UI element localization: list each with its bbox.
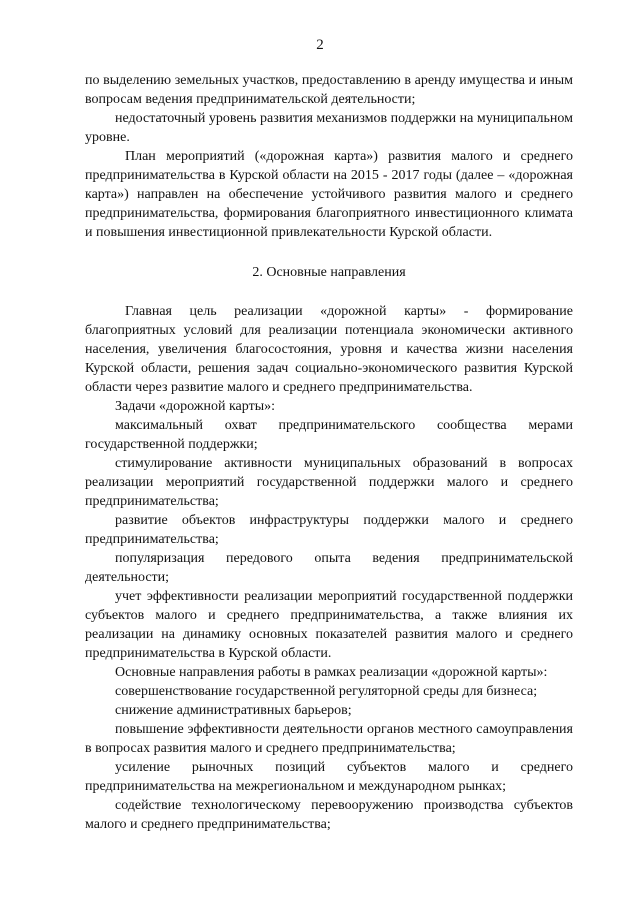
paragraph-main-goal: Главная цель реализации «дорожной карты» - формирование благоприятных условий для реализации потенциала экономически активного населения, увеличения благосостояния, уровня и качества жизни населения Курской области, решения задач социально-экономического развития Курской области через развитие малого и среднего предпринимательства. [85, 304, 573, 395]
list-item-task: стимулирование активности муниципальных образований в вопросах реализации мероприятий государственной поддержки малого и среднего предпринимательства; [85, 456, 573, 509]
section-heading: 2. Основные направления [252, 265, 406, 280]
list-item-task: развитие объектов инфраструктуры поддержки малого и среднего предпринимательства; [85, 513, 573, 547]
list-item-direction: снижение административных барьеров; [115, 703, 352, 718]
list-item-direction: совершенствование государственной регуляторной среды для бизнеса; [115, 684, 538, 699]
paragraph-roadmap-plan: План мероприятий («дорожная карта») развития малого и среднего предпринимательства в Курской области на 2015 - 2017 годы (далее – «дорожная карта») направлен на обеспечение устойчивого развития малого и среднего предпринимательства, формирования благоприятного инвестиционного климата и повышения инвестиционной привлекательности Курской области. [85, 149, 573, 240]
list-item-task: максимальный охват предпринимательского сообщества мерами государственной поддержки; [85, 418, 573, 452]
list-item-task: популяризация передового опыта ведения предпринимательской деятельности; [85, 551, 573, 585]
list-item-direction: повышение эффективности деятельности органов местного самоуправления в вопросах развития малого и среднего предпринимательства; [85, 722, 573, 756]
list-item-direction: усиление рыночных позиций субъектов малого и среднего предпринимательства на межрегиональном и международном рынках; [85, 760, 573, 794]
paragraph-continuation: по выделению земельных участков, предоставлению в аренду имущества и иным вопросам ведения предпринимательской деятельности; [85, 73, 573, 107]
paragraph-municipal-support: недостаточный уровень развития механизмов поддержки на муниципальном уровне. [85, 111, 573, 145]
document-body [85, 71, 573, 834]
page-number: 2 [316, 37, 324, 53]
list-item-task: учет эффективности реализации мероприятий государственной поддержки субъектов малого и среднего предпринимательства, а также влияния их реализации на динамику основных показателей развития малого и среднего предпринимательства в Курской области. [85, 589, 573, 661]
paragraph-directions-intro: Основные направления работы в рамках реализации «дорожной карты»: [115, 665, 548, 680]
list-item-direction: содействие технологическому перевооружению производства субъектов малого и среднего предпринимательства; [85, 798, 573, 832]
paragraph-tasks-intro: Задачи «дорожной карты»: [115, 399, 276, 414]
